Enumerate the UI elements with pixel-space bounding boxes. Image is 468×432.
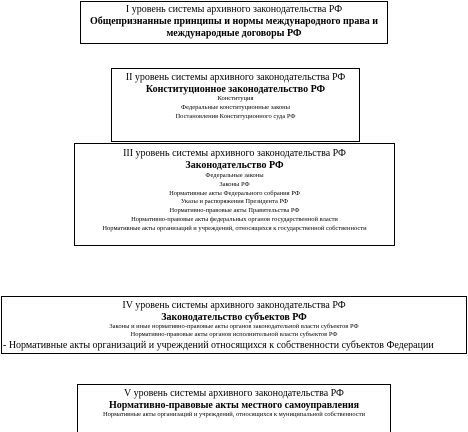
- level-1-heading: I уровень системы архивного законодательства РФ: [125, 4, 343, 15]
- level-5-box: [77, 384, 391, 432]
- level-3-item: Федеральные законы: [205, 172, 264, 179]
- level-2-title: Конституционное законодательство РФ: [145, 83, 326, 95]
- level-3-item: Законы РФ: [219, 180, 250, 188]
- level-4-item: - Нормативные акты организаций и учреждений относящихся к собственности субъектов Федерации: [3, 339, 434, 351]
- level-4-item: Законы и иные нормативно-правовые акты органов законодательной власти субъектов РФ: [109, 323, 359, 330]
- level-4-box: [1, 296, 467, 354]
- level-3-item: Указы и распоряжения Президента РФ: [180, 198, 289, 206]
- level-5-heading: V уровень системы архивного законодательства РФ: [124, 388, 344, 399]
- level-3-item: Нормативные акты организаций и учреждений, относящихся к государственной собственности: [102, 224, 367, 232]
- level-3-title: Законодательство РФ: [185, 159, 284, 171]
- level-5-item: Нормативные акты организаций и учреждений, относящихся к муниципальной собственности: [102, 411, 366, 418]
- level-2-box: [111, 68, 360, 142]
- level-3-item: Нормативные акты Федерального собрания РФ: [169, 189, 300, 197]
- level-2-item: Федеральные конституционные законы: [180, 103, 291, 111]
- level-3-heading: III уровень системы архивного законодательства РФ: [123, 148, 346, 159]
- level-3-item: Нормативно-правовые акты Правительства РФ: [169, 207, 300, 215]
- level-4-title: Законодательство субъектов РФ: [161, 311, 307, 323]
- level-4-item: Нормативно-правовые акты органов исполнительной власти субъектов РФ: [130, 331, 338, 339]
- level-2-heading: II уровень системы архивного законодательства РФ: [125, 72, 346, 83]
- level-3-item: Нормативно-правовые акты федеральных органов государственной власти: [131, 215, 338, 223]
- level-3-box: [74, 143, 395, 246]
- level-2-item: Постановления Конституционного суда РФ: [175, 112, 296, 120]
- level-1-title: Общепризнанные принципы и нормы международного права и международные договоры РФ: [90, 15, 378, 39]
- level-4-heading: IV уровень системы архивного законодательства РФ: [122, 300, 346, 311]
- level-2-item: Конституция: [217, 95, 254, 102]
- level-1-box: [80, 1, 388, 44]
- level-5-title: Нормативно-правовые акты местного самоуправления: [108, 399, 360, 411]
